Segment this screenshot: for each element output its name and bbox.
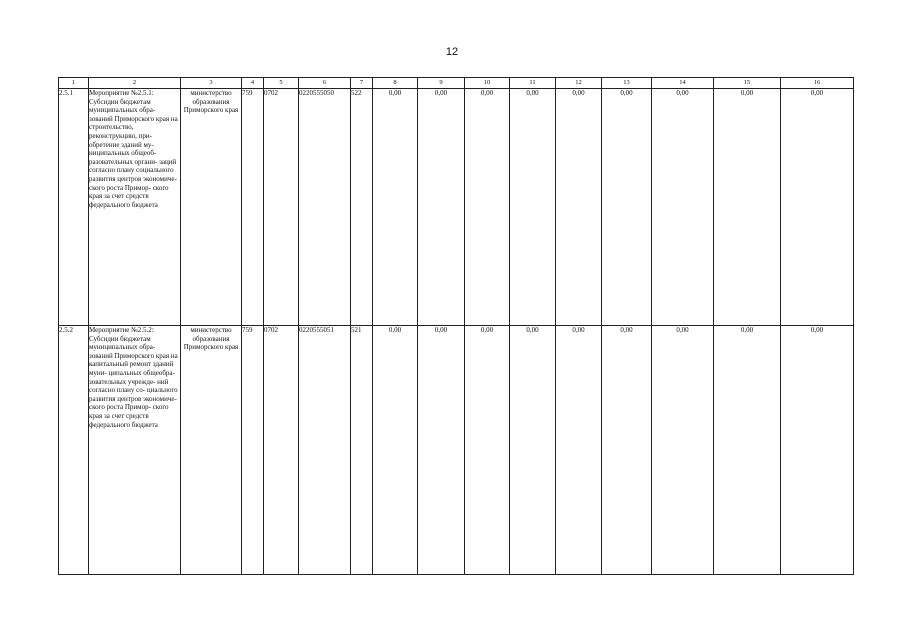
csr-code: 0220555050 <box>299 89 351 326</box>
column-header: 13 <box>602 78 652 89</box>
column-header: 1 <box>59 78 89 89</box>
value-cell: 0,00 <box>418 89 465 326</box>
executor: министерство образования Приморского края <box>181 89 242 326</box>
value-cell: 0,00 <box>602 89 652 326</box>
value-cell: 0,00 <box>465 89 510 326</box>
column-header: 3 <box>181 78 242 89</box>
value-cell: 0,00 <box>418 326 465 575</box>
measure-name: Мероприятие №2.5.2: Субсидии бюджетам муниципальных обра- зований Приморского края на капитальный ремонт зданий муни- ципальных общеобра- зовательных учрежде- ний согласно плану со- циального развития центров экономиче- ского роста Примор- ского края за счет средств федерального бюджета <box>89 326 181 575</box>
value-cell: 0,00 <box>510 89 556 326</box>
table-row <box>59 89 854 326</box>
grbs-code: 759 <box>242 89 264 326</box>
grbs-code: 759 <box>242 326 264 575</box>
page-number: 12 <box>445 46 459 58</box>
column-header: 2 <box>89 78 181 89</box>
csr-code: 0220555051 <box>299 326 351 575</box>
vr-code: 521 <box>351 326 373 575</box>
value-cell: 0,00 <box>781 326 854 575</box>
value-cell: 0,00 <box>465 326 510 575</box>
row-code: 2.5.1 <box>59 89 89 326</box>
executor: министерство образования Приморского края <box>181 326 242 575</box>
column-header: 7 <box>351 78 373 89</box>
value-cell: 0,00 <box>373 89 418 326</box>
value-cell: 0,00 <box>652 89 714 326</box>
value-cell: 0,00 <box>714 89 781 326</box>
rzpr-code: 0702 <box>264 89 299 326</box>
value-cell: 0,00 <box>602 326 652 575</box>
column-header: 12 <box>556 78 602 89</box>
value-cell: 0,00 <box>781 89 854 326</box>
column-header: 5 <box>264 78 299 89</box>
column-header: 14 <box>652 78 714 89</box>
value-cell: 0,00 <box>714 326 781 575</box>
column-header: 9 <box>418 78 465 89</box>
column-header: 4 <box>242 78 264 89</box>
row-code: 2.5.2 <box>59 326 89 575</box>
measure-name: Мероприятие №2.5.1: Субсидии бюджетам муниципальных обра- зований Приморского края на строительство, реконструкцию, при- обретение зданий му- ниципальных общеоб- разовательных органи- заций согласно плану социального развития центров экономиче- ского роста Примор- ского края за счет средств федерального бюджета <box>89 89 181 326</box>
column-header: 6 <box>299 78 351 89</box>
value-cell: 0,00 <box>510 326 556 575</box>
value-cell: 0,00 <box>652 326 714 575</box>
column-header: 8 <box>373 78 418 89</box>
value-cell: 0,00 <box>373 326 418 575</box>
column-header: 11 <box>510 78 556 89</box>
budget-table <box>58 77 854 575</box>
value-cell: 0,00 <box>556 326 602 575</box>
column-header: 10 <box>465 78 510 89</box>
header-row <box>59 78 854 89</box>
vr-code: 522 <box>351 89 373 326</box>
value-cell: 0,00 <box>556 89 602 326</box>
column-header: 16 <box>781 78 854 89</box>
rzpr-code: 0702 <box>264 326 299 575</box>
table-row <box>59 326 854 575</box>
column-header: 15 <box>714 78 781 89</box>
